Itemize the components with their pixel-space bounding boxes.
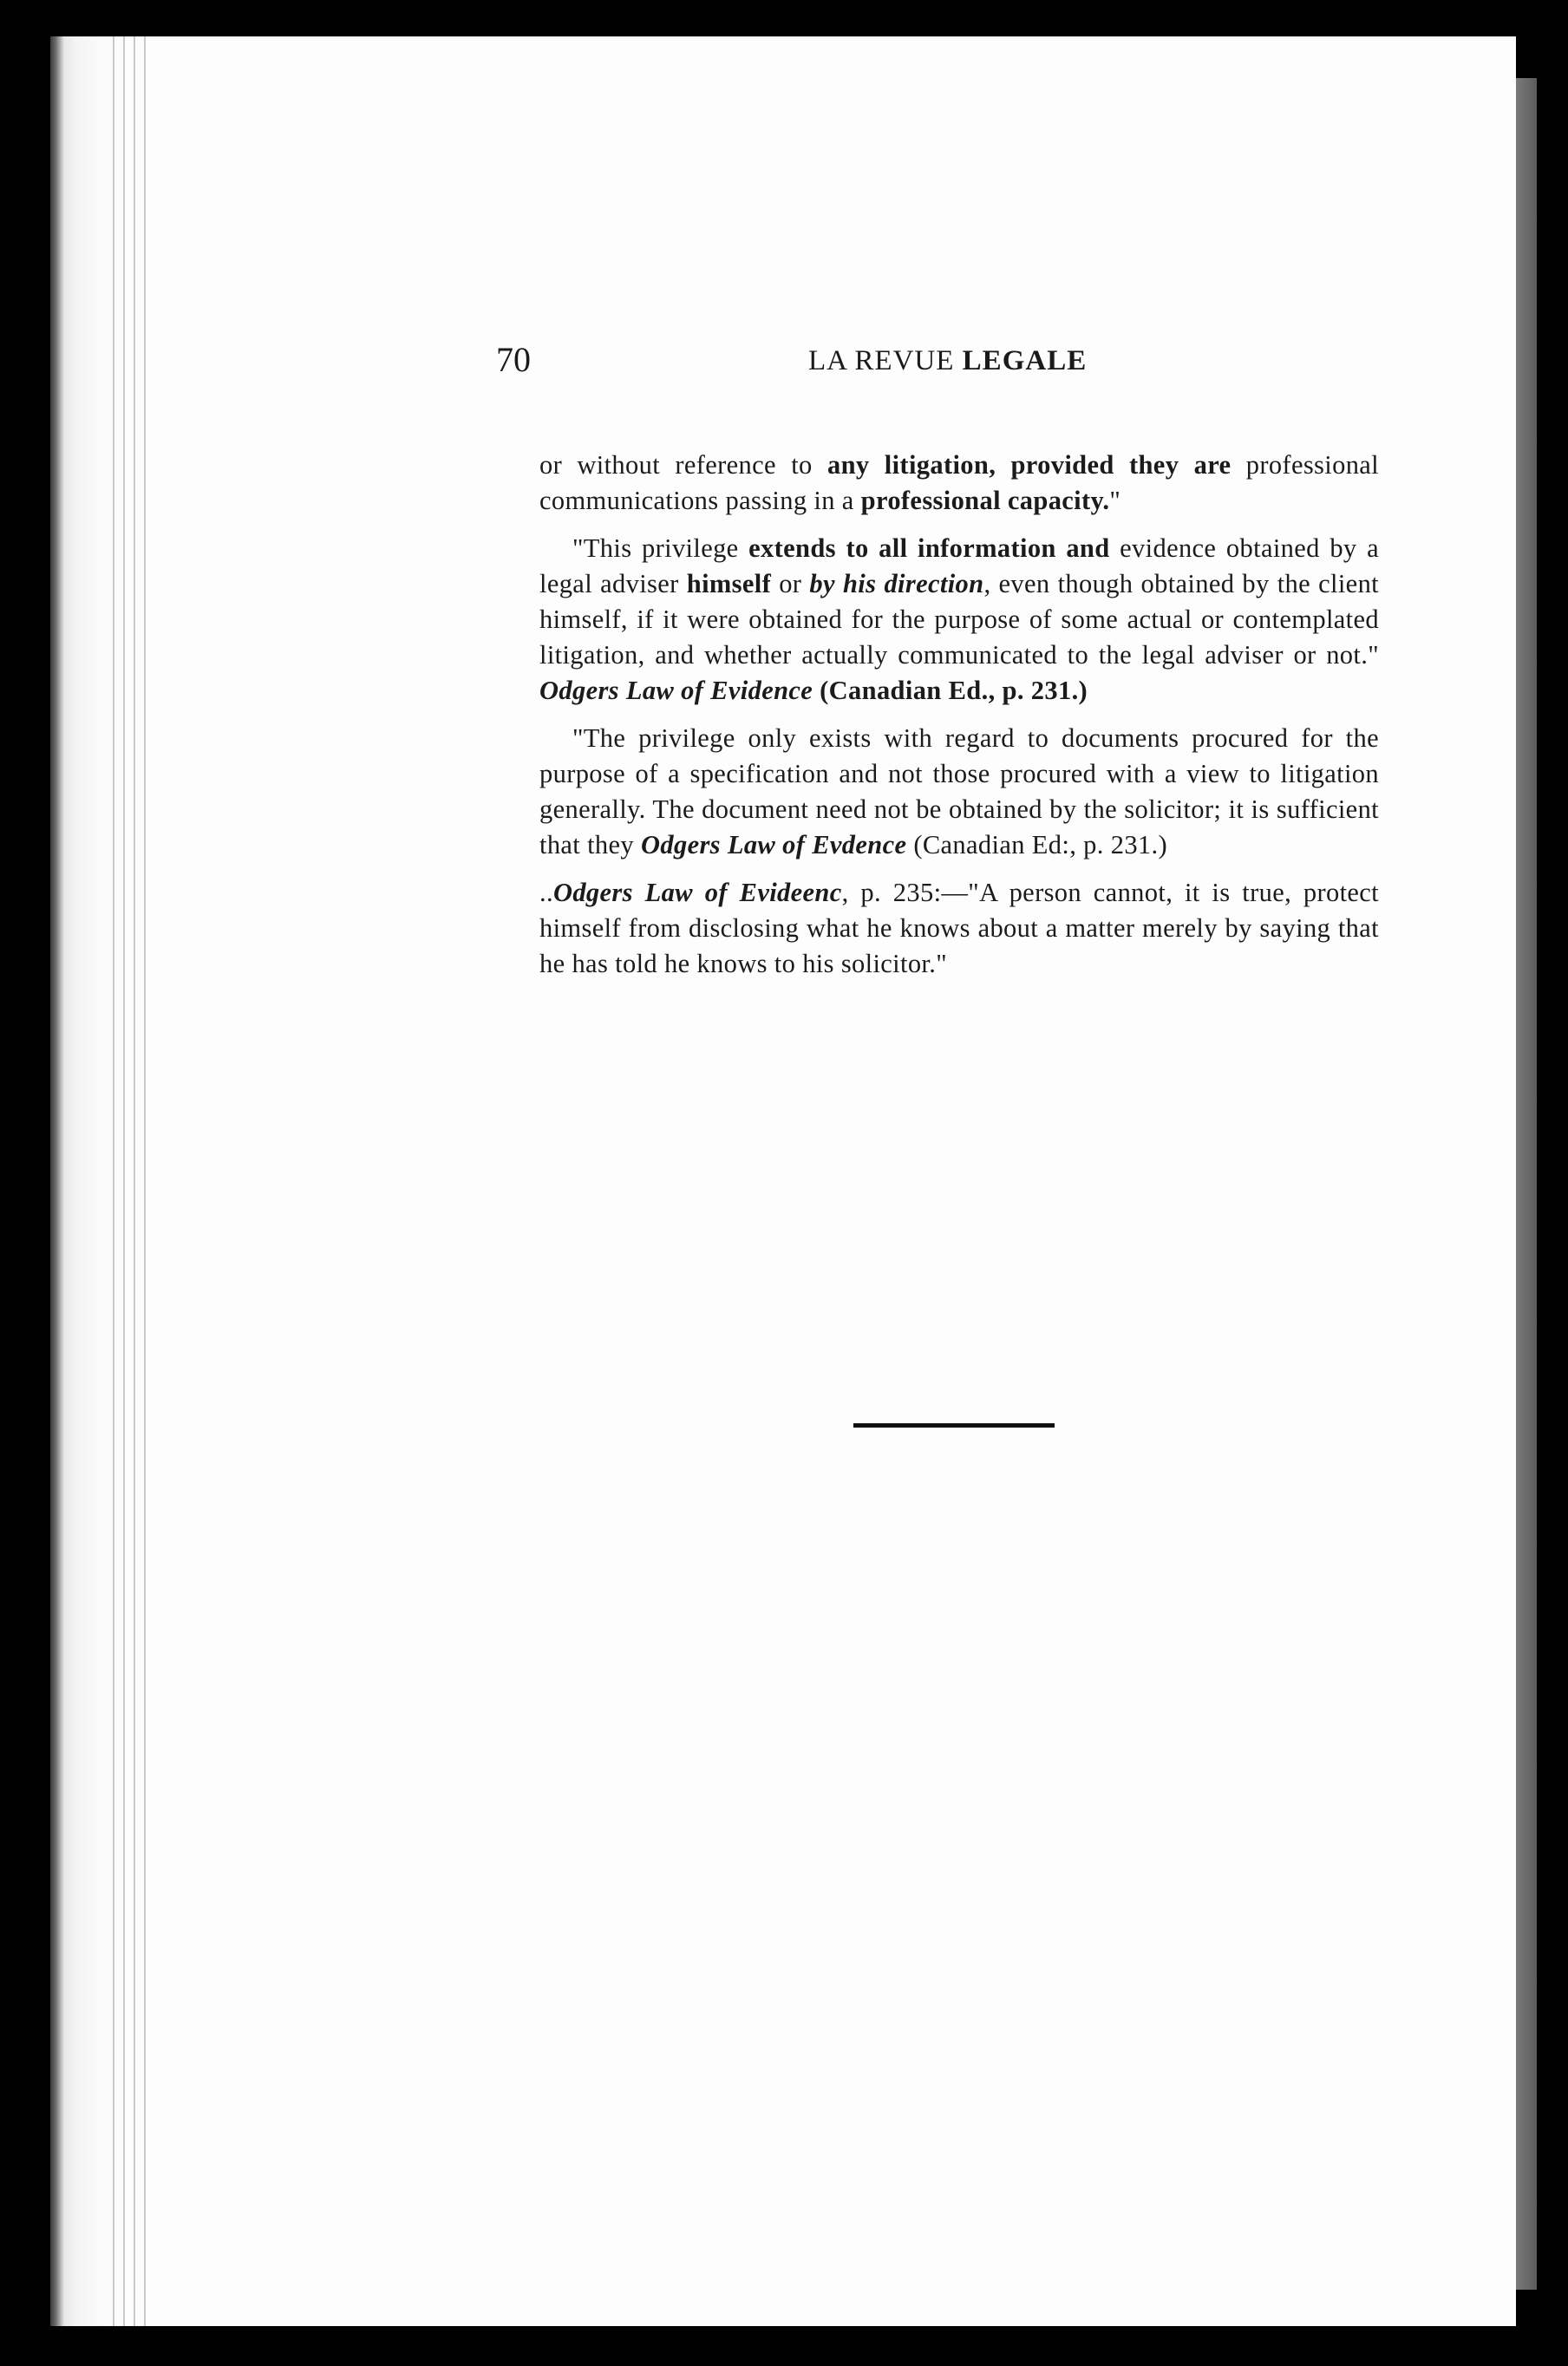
text-run: , p. 235:—"A person cannot, it is true, protect himself from disclosing what he knows about a matter merely by saying that he has told he knows to his solicitor."	[539, 878, 1380, 978]
citation-title: Odgers Law of Evideenc	[552, 878, 842, 907]
running-head-plain: LA REVUE	[808, 345, 963, 376]
text-run: "This privilege	[572, 533, 749, 563]
page-header	[496, 334, 1103, 386]
text-run: or	[771, 569, 810, 598]
body-text	[539, 448, 1379, 994]
bold-text: extends to all information and	[748, 533, 1110, 563]
paragraph-documents	[539, 721, 1379, 863]
text-run: evidence obtained by a legal adviser	[539, 533, 1380, 598]
page-edge-line	[144, 36, 146, 2326]
running-head	[808, 339, 1087, 382]
bold-text: any litigation, provided they are	[826, 450, 1232, 480]
bold-text: professional capacity.	[860, 486, 1110, 515]
adjacent-page-edge	[1516, 78, 1537, 2290]
citation-title: Odgers Law of Evidence	[539, 676, 813, 705]
text-run: ..	[539, 878, 553, 907]
page-number: 70	[496, 340, 531, 379]
text-run: "	[1109, 486, 1121, 515]
citation-ref: (Canadian Ed:, p. 231.)	[906, 830, 1167, 859]
citation-title: Odgers Law of Evdence	[641, 830, 907, 859]
scan-border-bottom	[0, 2326, 1568, 2366]
text-run: , even though obtained by the client himself, if it were obtained for the purpose of some actual or contemplated litigation, and whether actually communicated to the legal adviser or not."	[539, 569, 1379, 670]
citation-ref: (Canadian Ed., p. 231.)	[813, 676, 1088, 705]
page-edge-line	[113, 36, 114, 2326]
page-edge-line	[123, 36, 125, 2326]
paragraph-disclosure	[539, 875, 1379, 982]
paragraph-continuation	[539, 448, 1379, 519]
paragraph-privilege	[539, 531, 1379, 709]
page-edge-line	[134, 36, 135, 2326]
text-run: professional communications passing in a	[539, 450, 1380, 515]
scan-border-left	[0, 0, 50, 2366]
section-end-rule	[853, 1423, 1055, 1428]
italic-text: by his direction	[809, 569, 984, 598]
bold-text: himself	[686, 569, 772, 598]
running-head-bold: LEGALE	[962, 345, 1088, 376]
scan-border-top	[0, 0, 1568, 36]
text-run: or without reference to	[539, 450, 827, 480]
text-run: "The privilege only exists with regard to documents procured for the purpose of a specification and not those procured with a view to litigation generally. The document need not be obtained by the solicitor; it is sufficient that they	[539, 723, 1379, 859]
scan-border-right	[1537, 0, 1568, 2366]
page-binding-edge	[50, 36, 154, 2326]
